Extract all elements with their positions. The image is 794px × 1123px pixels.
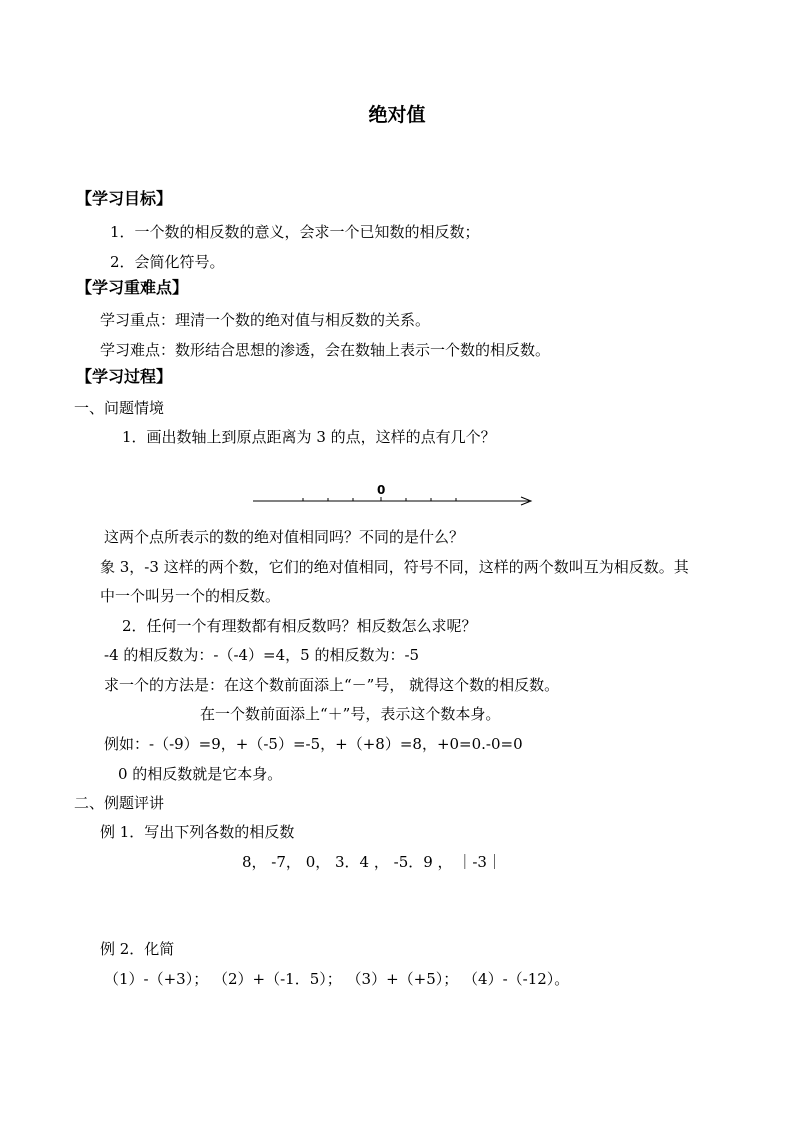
definition-line-1: 象 3，-3 这样的两个数，它们的绝对值相同，符号不同，这样的两个数叫互为相反数。其 — [100, 558, 689, 576]
example-2-heading: 例 2．化简 — [100, 940, 175, 958]
example-1-heading: 例 1．写出下列各数的相反数 — [100, 823, 295, 841]
part-two-heading: 二、例题评讲 — [74, 794, 165, 812]
zero-note: 0 的相反数就是它本身。 — [118, 765, 283, 783]
section-heading-process: 【学习过程】 — [76, 367, 173, 386]
question-1-follow-up: 这两个点所表示的数的绝对值相同吗？不同的是什么？ — [104, 528, 465, 546]
opposite-example: -4 的相反数为：-（-4）=4，5 的相反数为：-5 — [104, 646, 420, 664]
question-2: 2．任何一个有理数都有相反数吗？相反数怎么求呢？ — [122, 617, 477, 635]
method-rule-1: 求一个的方法是：在这个数前面添上“－”号， 就得这个数的相反数。 — [104, 676, 560, 694]
definition-line-2: 中一个叫另一个的相反数。 — [100, 587, 281, 605]
number-line — [253, 482, 535, 506]
section-heading-goals: 【学习目标】 — [76, 189, 173, 208]
example-2-items: （1）-（+3）； （2）+（-1．5）； （3）+（+5）； （4）-（-12）。 — [104, 970, 570, 988]
number-line-origin-label: 0 — [377, 483, 386, 497]
page-title: 绝对值 — [368, 104, 426, 126]
section-heading-key-points: 【学习重难点】 — [76, 278, 189, 297]
goal-item-1: 1．一个数的相反数的意义，会求一个已知数的相反数； — [110, 223, 480, 241]
example-1-numbers: 8， -7， 0， 3．4 ， -5．9 ， ｜-3｜ — [242, 853, 502, 871]
part-one-heading: 一、问题情境 — [74, 399, 165, 417]
examples-line: 例如：-（-9）=9，+（-5）=-5，+（+8）=8，+0=0.-0=0 — [104, 735, 523, 753]
goal-item-2: 2．会简化符号。 — [110, 253, 225, 271]
key-point-text: 学习重点：理清一个数的绝对值与相反数的关系。 — [100, 311, 431, 329]
difficult-point-text: 学习难点：数形结合思想的渗透，会在数轴上表示一个数的相反数。 — [100, 341, 551, 359]
question-1: 1．画出数轴上到原点距离为 3 的点，这样的点有几个？ — [122, 428, 496, 446]
method-rule-2: 在一个数前面添上“＋”号，表示这个数本身。 — [200, 705, 501, 723]
